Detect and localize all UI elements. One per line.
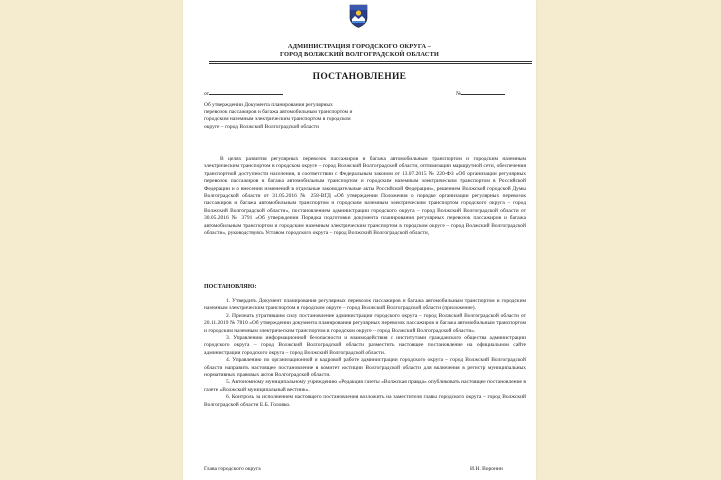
decree-heading: ПОСТАНОВЛЯЮ:: [204, 284, 257, 290]
document-title: ПОСТАНОВЛЕНИЕ: [312, 72, 407, 82]
decree-item: 5. Автономному муниципальному учреждению «Редакция газеты «Волжская правда» опубликовать настоящее постановление в газете «Волжский муниципальный вестник».: [204, 379, 526, 393]
organization-name-line1: АДМИНИСТРАЦИЯ ГОРОДСКОГО ОКРУГА –: [287, 43, 432, 50]
number-blank-line: [461, 89, 505, 95]
header-divider-thin: [209, 63, 532, 64]
document-subject: Об утверждении Документа планирования регулярных перевозок пассажиров и багажа автомобильным транспортом и городским наземным электрическим транспортом в городском округе – город Волжский Волгоградской области: [204, 102, 353, 130]
date-label: от: [204, 91, 210, 97]
city-coat-of-arms-icon: [349, 4, 368, 28]
decree-item: 1. Утвердить Документ планирования регулярных перевозок пассажиров и багажа автомобильным транспортом и городским наземным электрическим транспортом в городском округе – город Волжский Волгоградской области (приложение).: [204, 298, 526, 312]
header-divider: [209, 61, 532, 62]
decree-item: 4. Управлению по организационной и кадровой работе администрации городского округа – город Волжский Волгоградской области направить настоящее постановление в комитет юстиции Волгоградской области для включения в регистр муниципальных нормативных правовых актов Волгоградской области.: [204, 357, 526, 379]
signatory-position: Глава городского округа: [204, 466, 261, 472]
organization-name-line2: ГОРОД ВОЛЖСКИЙ ВОЛГОГРАДСКОЙ ОБЛАСТИ: [280, 51, 439, 58]
signatory-name: И.Н. Воронин: [470, 466, 503, 472]
decree-items: [204, 298, 526, 409]
preamble-paragraph: В целях развития регулярных перевозок пассажиров и багажа автомобильным транспортом и городским наземным электрическим транспортом в городском округе – город Волжский Волгоградской области, оптимизации маршрутной сети, обеспечения транспортной доступности населения, в соответствии с Федеральным законом от 13.07.2015 № 220-ФЗ «Об организации регулярных перевозок пассажиров и багажа автомобильным транспортом и городским наземным электрическим транспортом в Российской Федерации и о внесении изменений в отдельные законодательные акты Российской Федерации», решением Волжской городской Думы Волгоградской области от 31.05.2016 № 258-ВГД «Об утверждении Положения о порядке организации регулярных перевозок пассажиров и багажа автомобильным транспортом и городским наземным электрическим транспортом городского округа – город Волжский Волгоградской области», постановлением администрации городского округа – город Волжский Волгоградской области от 30.05.2016 № 3791 «Об утверждении Порядка подготовки документа планирования регулярных перевозок пассажиров и багажа автомобильным транспортом и городским наземным электрическим транспортом в городском округе – город Волжский Волгоградской области», руководствуясь Уставом городского округа – город Волжский Волгоградской области,: [204, 156, 526, 237]
decree-item: 2. Признать утратившим силу постановление администрации городского округа – город Волжский Волгоградской области от 20.11.2019 № 7810 «Об утверждении документа планирования регулярных перевозок пассажиров и багажа автомобильным транспортом и городским наземным электрическим транспортом в городском округе – город Волжский Волгоградской области».: [204, 312, 526, 334]
date-blank-line: [209, 89, 283, 95]
document-page: [183, 0, 536, 480]
decree-item: 3. Управлению информационной безопасности и взаимодействия с институтами гражданского общества администрации городского округа – город Волжский Волгоградской области разместить настоящее постановление на официальном сайте администрации городского округа – город Волжский Волгоградской области.: [204, 335, 526, 356]
decree-item: 6. Контроль за исполнением настоящего постановления возложить на заместителя главы городского округа – город Волжский Волгоградской области Е.Б. Головко.: [204, 394, 526, 408]
date-field: [204, 89, 283, 97]
number-label: №: [456, 91, 462, 97]
number-field: [456, 89, 505, 97]
